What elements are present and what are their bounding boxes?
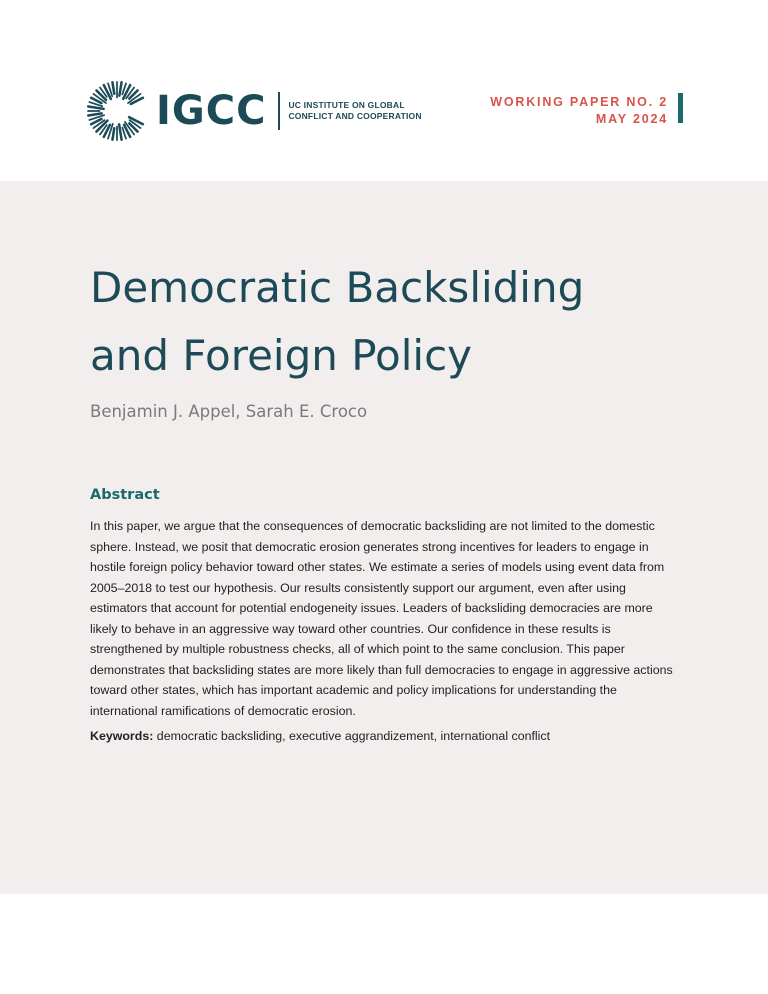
working-paper-label	[490, 94, 668, 128]
igcc-sunburst-logo-icon	[86, 80, 148, 142]
logo-subtitle-line1: UC INSTITUTE ON GLOBAL	[288, 100, 405, 110]
igcc-logo	[86, 80, 422, 142]
logo-subtitle-line2: CONFLICT AND COOPERATION	[288, 111, 422, 121]
logo-ray	[119, 124, 121, 139]
logo-acronym: IGCC	[156, 88, 267, 134]
paper-title-line2: and Foreign Policy	[90, 331, 473, 380]
logo-ray	[112, 82, 114, 93]
working-paper-date: MAY 2024	[595, 112, 668, 126]
working-paper-number: WORKING PAPER NO. 2	[490, 95, 668, 109]
abstract-text: In this paper, we argue that the consequences of democratic backsliding are not limited to the domestic sphere. Instead, we posit that democratic erosion generates strong incentives for leaders to engage in hostile foreign policy behavior toward other states. We estimate a series of models using event data from 2005–2018 to test our hypothesis. Our results consistently support our argument, even after using estimators that account for potential endogeneity issues. Leaders of backsliding democracies are more likely to behave in an aggressive way toward other countries. Our confidence in these results is strengthened by multiple robustness checks, all of which point to the same conclusion. This paper demonstrates that backsliding states are more likely than full democracies to engage in aggressive actions toward other states, which has important academic and policy implications for understanding the international ramifications of democratic erosion.	[90, 519, 673, 718]
logo-ray	[112, 128, 114, 139]
logo-subtitle	[288, 100, 421, 122]
logo-ray	[88, 113, 101, 115]
paper-title-line1: Democratic Backsliding	[90, 263, 585, 312]
abstract-heading: Abstract	[90, 487, 160, 503]
keywords-label: Keywords:	[90, 729, 154, 743]
keywords	[90, 726, 682, 746]
keywords-text: democratic backsliding, executive aggrandizement, international conflict	[153, 729, 551, 743]
accent-bar	[678, 93, 683, 123]
logo-ray	[119, 82, 121, 95]
logo-divider	[278, 92, 280, 130]
paper-authors: Benjamin J. Appel, Sarah E. Croco	[90, 402, 368, 421]
paper-title	[90, 254, 584, 390]
